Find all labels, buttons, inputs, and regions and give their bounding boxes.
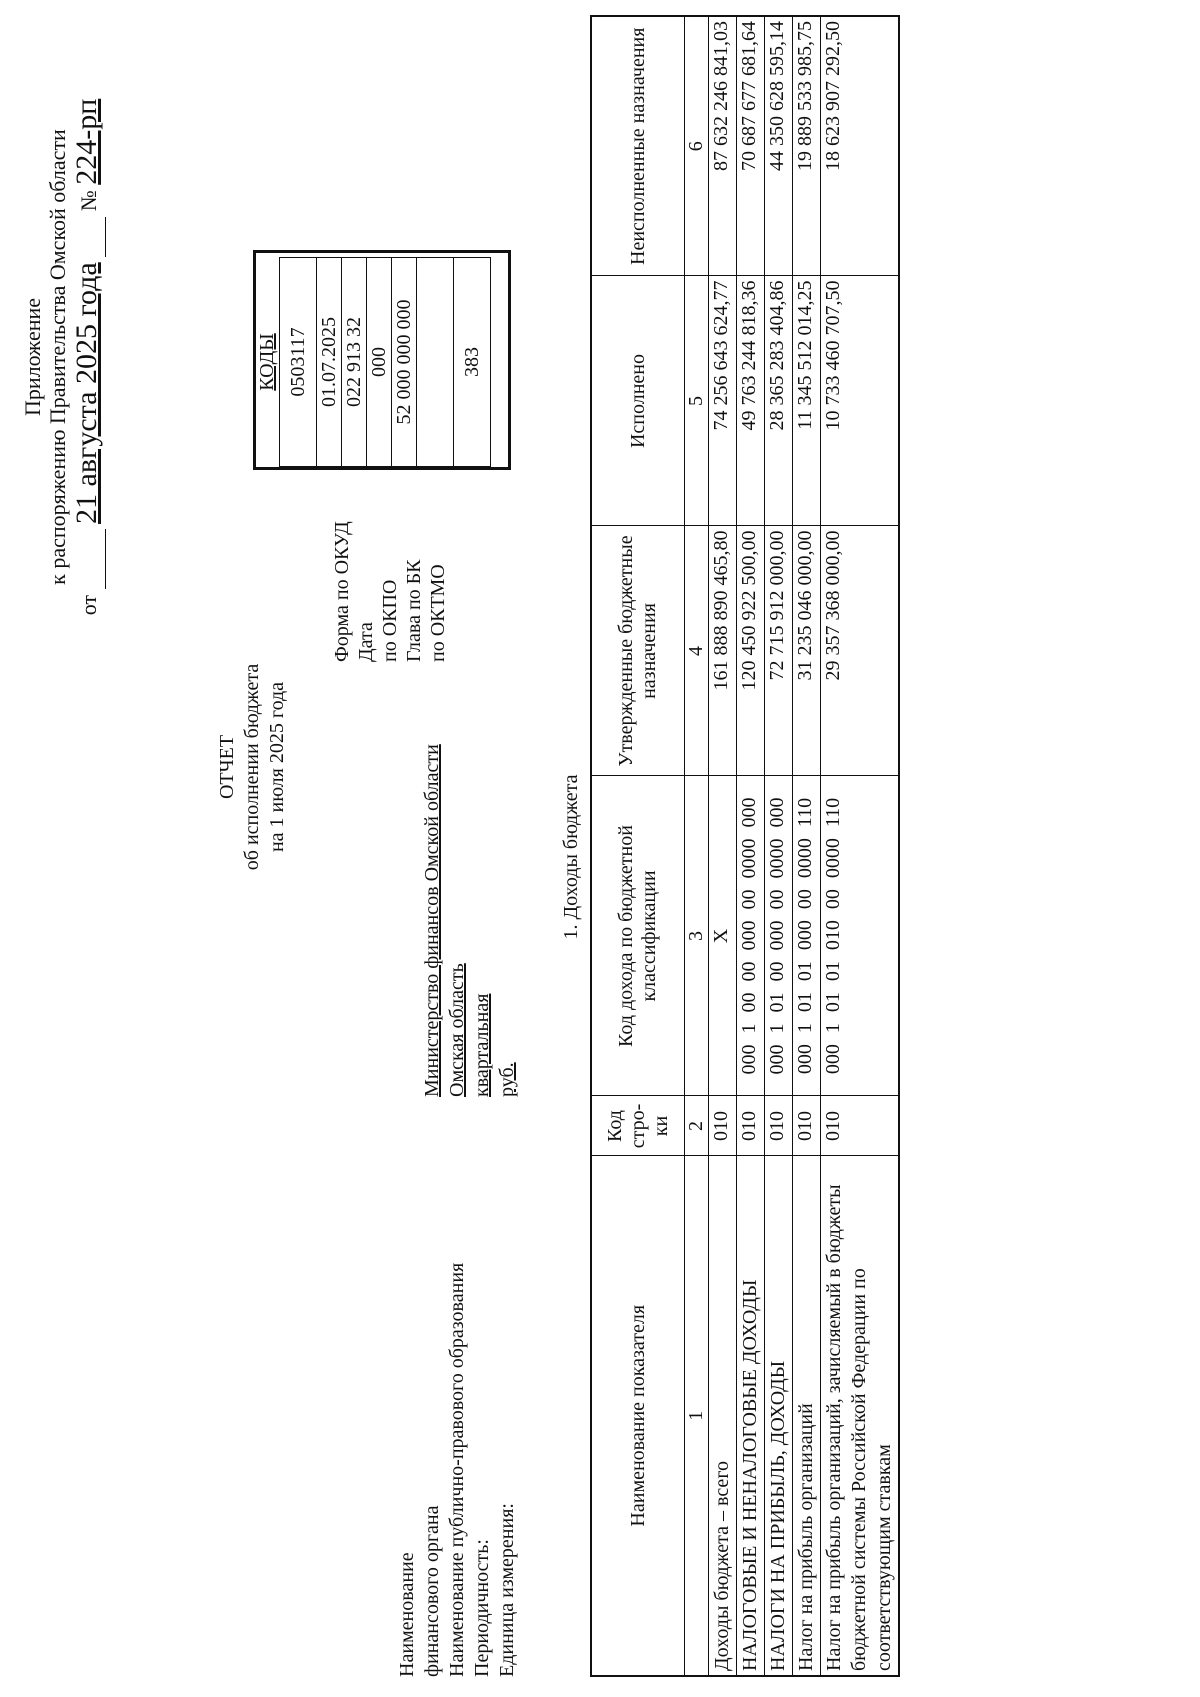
row-code: 010 [737, 1096, 765, 1156]
index-cell: 5 [685, 276, 709, 526]
appendix-title: Приложение [20, 297, 45, 417]
label-fin-org-2: финансового органа [421, 1505, 443, 1677]
label-okpo: по ОКПО [379, 579, 401, 662]
index-cell: 4 [685, 526, 709, 776]
header-executed: Исполнено [591, 276, 685, 526]
appendix-from-label: от [76, 594, 101, 616]
meta-labels [395, 1117, 520, 1677]
table-row [821, 16, 900, 1676]
label-period: Периодичность: [471, 1539, 493, 1677]
row-kbk: 000 1 01 01 000 00 0000 110 [793, 776, 821, 1096]
code-empty [417, 258, 454, 467]
row-kbk: 000 1 01 00 000 00 0000 000 [765, 776, 793, 1096]
row-kbk: X [709, 776, 737, 1096]
index-cell: 2 [685, 1096, 709, 1156]
table-row [737, 16, 765, 1676]
label-date: Дата [355, 622, 377, 662]
row-approved: 72 715 912 000,00 [765, 526, 793, 776]
index-cell: 6 [685, 16, 709, 276]
label-okud: Форма по ОКУД [331, 521, 353, 662]
label-fin-org-1: Наименование [396, 1552, 418, 1677]
row-unexecuted: 44 350 628 595,14 [765, 16, 793, 276]
code-oktmo: 52 000 000 000 [392, 258, 417, 467]
row-name: НАЛОГИ НА ПРИБЫЛЬ, ДОХОДЫ [765, 1156, 793, 1676]
appendix-decree: к распоряжению Правительства Омской области [45, 129, 70, 585]
header-kbk: Код дохода по бюджетной классификации [591, 776, 685, 1096]
header-name: Наименование показателя [591, 1156, 685, 1676]
label-bk: Глава по БК [403, 559, 425, 662]
label-ppo: Наименование публично-правового образования [446, 1262, 468, 1677]
index-cell: 1 [685, 1156, 709, 1676]
value-fin-org: Министерство финансов Омской области [421, 744, 443, 1097]
table-index-row [685, 16, 709, 1676]
code-date: 01.07.2025 [317, 258, 342, 467]
row-executed: 28 365 283 404,86 [765, 276, 793, 526]
table-row [709, 16, 737, 1676]
row-executed: 11 345 512 014,25 [793, 276, 821, 526]
row-executed: 10 733 460 707,50 [821, 276, 900, 526]
row-unexecuted: 87 632 246 841,03 [709, 16, 737, 276]
value-unit: руб. [496, 1062, 518, 1097]
row-approved: 161 888 890 465,80 [709, 526, 737, 776]
row-code: 010 [765, 1096, 793, 1156]
blank-underline [81, 529, 106, 589]
row-code: 010 [793, 1096, 821, 1156]
row-unexecuted: 18 623 907 292,50 [821, 16, 900, 276]
row-kbk: 000 1 00 00 000 00 0000 000 [737, 776, 765, 1096]
blank-underline [81, 217, 106, 257]
header-approved: Утвержденные бюджетные назначения [591, 526, 685, 776]
row-approved: 31 235 046 000,00 [793, 526, 821, 776]
code-okud: 0503117 [280, 258, 317, 467]
row-unexecuted: 70 687 677 681,64 [737, 16, 765, 276]
table-row [765, 16, 793, 1676]
code-unit: 383 [454, 258, 491, 467]
value-period: квартальная [471, 993, 493, 1097]
section-title: 1. Доходы бюджета [560, 774, 582, 940]
row-executed: 74 256 643 624,77 [709, 276, 737, 526]
row-executed: 49 763 244 818,36 [737, 276, 765, 526]
report-title: ОТЧЕТ [216, 734, 238, 800]
label-unit: Единица измерения: [496, 1503, 518, 1677]
appendix-block [20, 37, 106, 677]
row-unexecuted: 19 889 533 985,75 [793, 16, 821, 276]
row-code: 010 [821, 1096, 900, 1156]
row-name: Доходы бюджета – всего [709, 1156, 737, 1676]
codes-header: КОДЫ [255, 258, 280, 467]
appendix-reference [70, 37, 106, 677]
report-subtitle: об исполнении бюджета [241, 663, 263, 871]
row-code: 010 [709, 1096, 737, 1156]
report-date: на 1 июля 2025 года [266, 681, 288, 853]
row-name: НАЛОГОВЫЕ И НЕНАЛОГОВЫЕ ДОХОДЫ [737, 1156, 765, 1676]
table-row [793, 16, 821, 1676]
index-cell: 3 [685, 776, 709, 1096]
row-approved: 29 357 368 000,00 [821, 526, 900, 776]
appendix-number: 224-рп [70, 98, 103, 185]
code-bk: 000 [367, 258, 392, 467]
header-code: Код стро- ки [591, 1096, 685, 1156]
appendix-date: 21 августа 2025 года [70, 262, 103, 524]
row-name: Налог на прибыль организаций, зачисляемый в бюджеты бюджетной системы Российской Федерации по соответствующим ставкам [821, 1156, 900, 1676]
row-approved: 120 450 922 500,00 [737, 526, 765, 776]
meta-values [420, 537, 520, 1097]
table-header-row [591, 16, 685, 1676]
label-oktmo: по ОКТМО [427, 564, 449, 662]
header-unexecuted: Неисполненные назначения [591, 16, 685, 276]
row-kbk: 000 1 01 01 010 00 0000 110 [821, 776, 900, 1096]
codes-table [255, 257, 491, 467]
row-name: Налог на прибыль организаций [793, 1156, 821, 1676]
report-title-block [215, 487, 290, 1047]
appendix-number-label: № [76, 190, 101, 212]
income-table [590, 15, 900, 1677]
code-okpo: 022 913 32 [342, 258, 367, 467]
value-ppo: Омская область [446, 963, 468, 1097]
